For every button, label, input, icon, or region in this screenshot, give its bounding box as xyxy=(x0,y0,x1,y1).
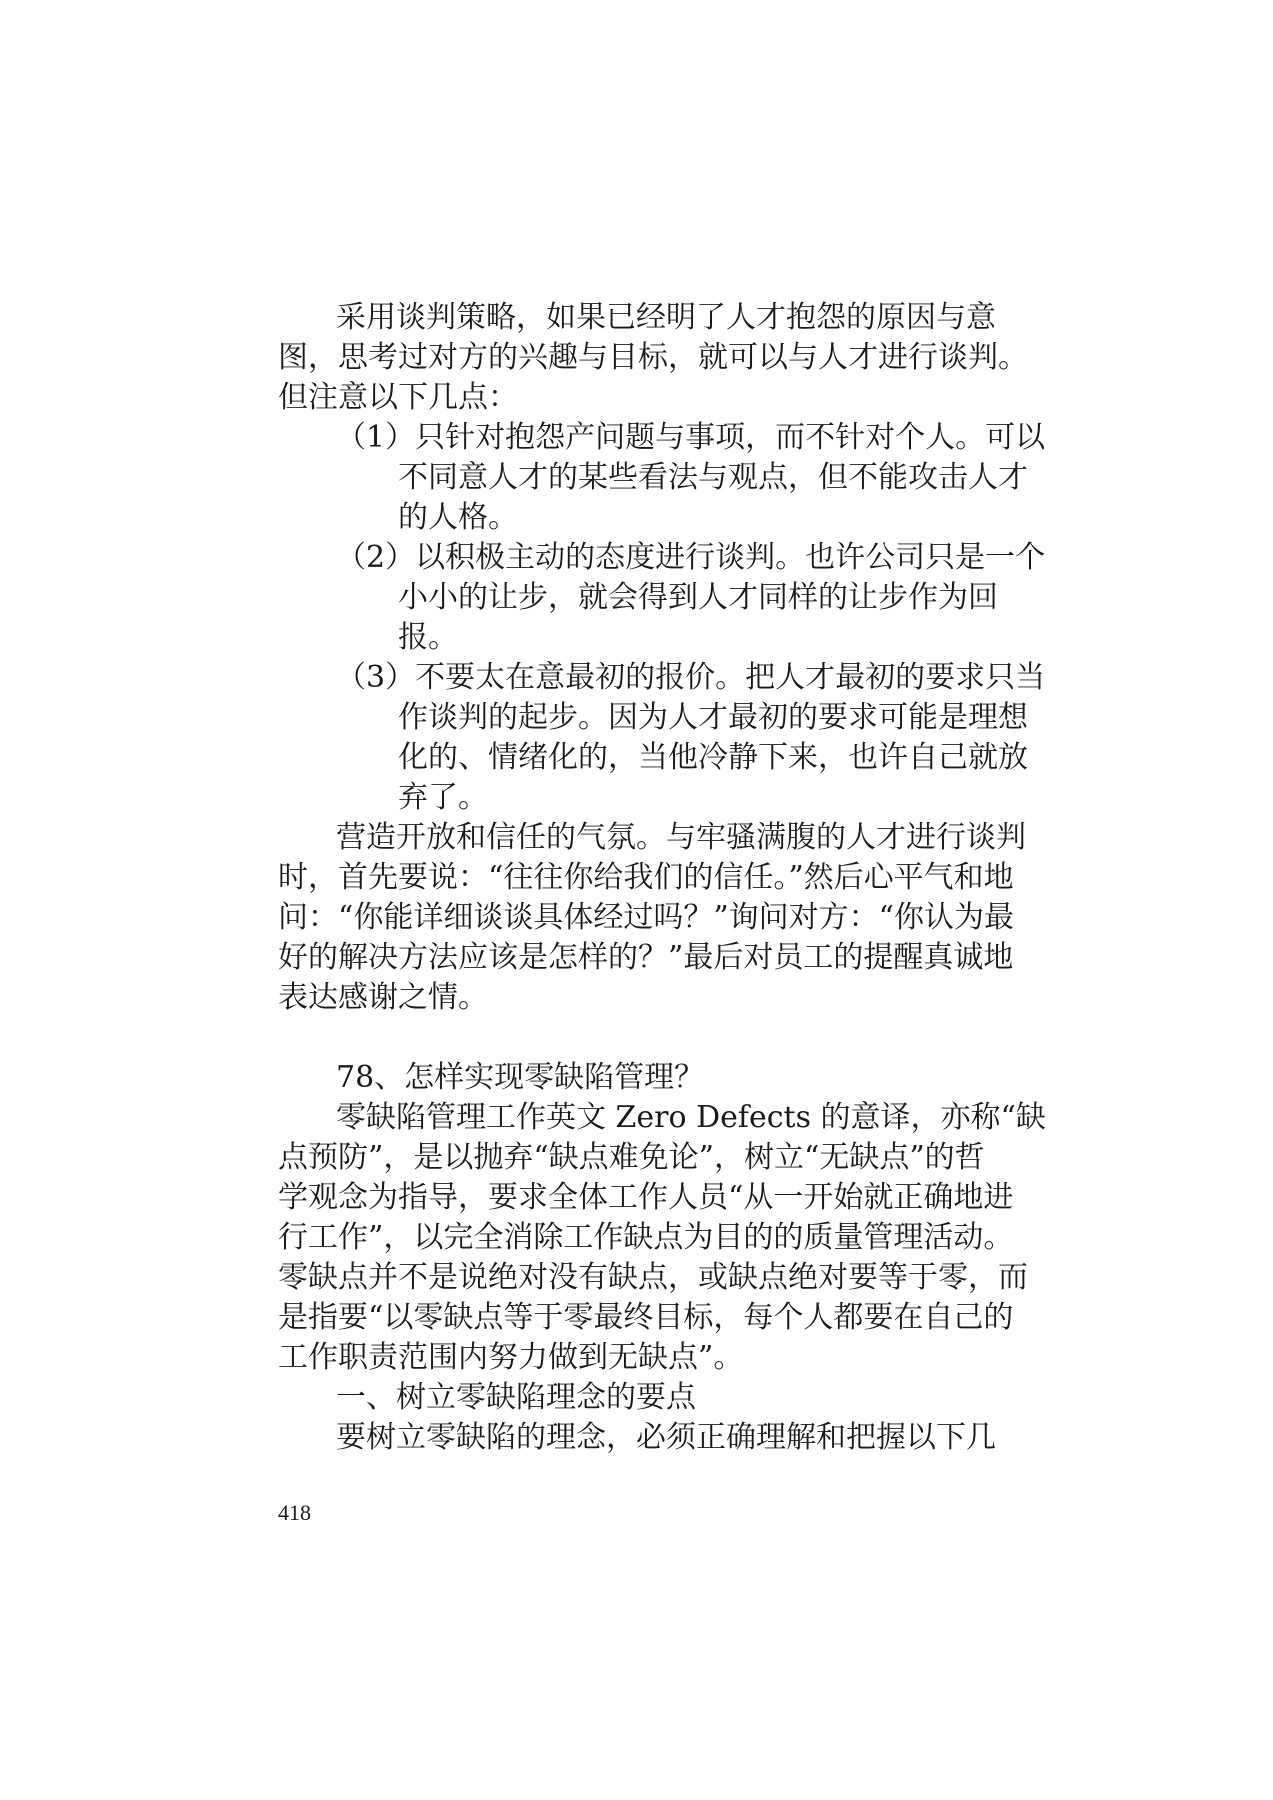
subheading: 一、树立零缺陷理念的要点 xyxy=(336,1380,696,1415)
text-line: 好的解决方法应该是怎样的？”最后对员工的提醒真诚地 xyxy=(278,940,1014,975)
text-line: 要树立零缺陷的理念，必须正确理解和把握以下几 xyxy=(336,1420,996,1455)
paragraph-open-atmosphere xyxy=(278,818,1026,1018)
paragraph-negotiation-strategy xyxy=(278,298,1028,418)
paragraph-zero-defects xyxy=(278,1098,1046,1378)
list-item-3 xyxy=(278,658,1046,818)
text-line: （1）只针对抱怨产问题与事项，而不针对个人。可以 xyxy=(336,420,1046,455)
text-line: 时，首先要说：“往往你给我们的信任。”然后心平气和地 xyxy=(278,860,1014,895)
text-line: 行工作”，以完全消除工作缺点为目的的质量管理活动。 xyxy=(278,1220,1014,1255)
text-line: 零缺陷管理工作英文 Zero Defects 的意译，亦称“缺 xyxy=(336,1100,1046,1135)
text-line: 作谈判的起步。因为人才最初的要求可能是理想 xyxy=(398,700,1028,735)
text-line: 表达感谢之情。 xyxy=(278,980,488,1015)
text-line: 是指要“以零缺点等于零最终目标，每个人都要在自己的 xyxy=(278,1300,1014,1335)
text-line: 零缺点并不是说绝对没有缺点，或缺点绝对要等于零，而 xyxy=(278,1260,1028,1295)
text-line: 学观念为指导，要求全体工作人员“从一开始就正确地进 xyxy=(278,1180,1014,1215)
text-line: 点预防”，是以抛弃“缺点难免论”，树立“无缺点”的哲 xyxy=(278,1140,985,1175)
text-line: 但注意以下几点： xyxy=(278,380,518,415)
text-line: 弃了。 xyxy=(398,780,488,815)
text-line: 工作职责范围内努力做到无缺点”。 xyxy=(278,1340,744,1375)
text-line: 营造开放和信任的气氛。与牢骚满腹的人才进行谈判 xyxy=(336,820,1026,855)
text-line: 小小的让步，就会得到人才同样的让步作为回 xyxy=(398,580,998,615)
text-line: 采用谈判策略，如果已经明了人才抱怨的原因与意 xyxy=(336,300,996,335)
paragraph-gap xyxy=(278,1018,1018,1058)
text-line: 不同意人才的某些看法与观点，但不能攻击人才 xyxy=(398,460,1028,495)
text-line: 报。 xyxy=(398,620,458,655)
page-number: 418 xyxy=(278,1500,311,1525)
list-item-2 xyxy=(278,538,1046,658)
section-heading: 78、怎样实现零缺陷管理？ xyxy=(336,1060,705,1095)
text-line: （2）以积极主动的态度进行谈判。也许公司只是一个 xyxy=(336,540,1046,575)
text-line: 问：“你能详细谈谈具体经过吗？”询问对方：“你认为最 xyxy=(278,900,1015,935)
paragraph-key-points xyxy=(278,1418,1018,1458)
body-text xyxy=(278,298,1046,1458)
text-line: （3）不要太在意最初的报价。把人才最初的要求只当 xyxy=(336,660,1046,695)
text-line: 图，思考过对方的兴趣与目标，就可以与人才进行谈判。 xyxy=(278,340,1028,375)
text-line: 的人格。 xyxy=(398,500,518,535)
text-line: 化的、情绪化的，当他冷静下来，也许自己就放 xyxy=(398,740,1028,775)
list-item-1 xyxy=(278,418,1046,538)
